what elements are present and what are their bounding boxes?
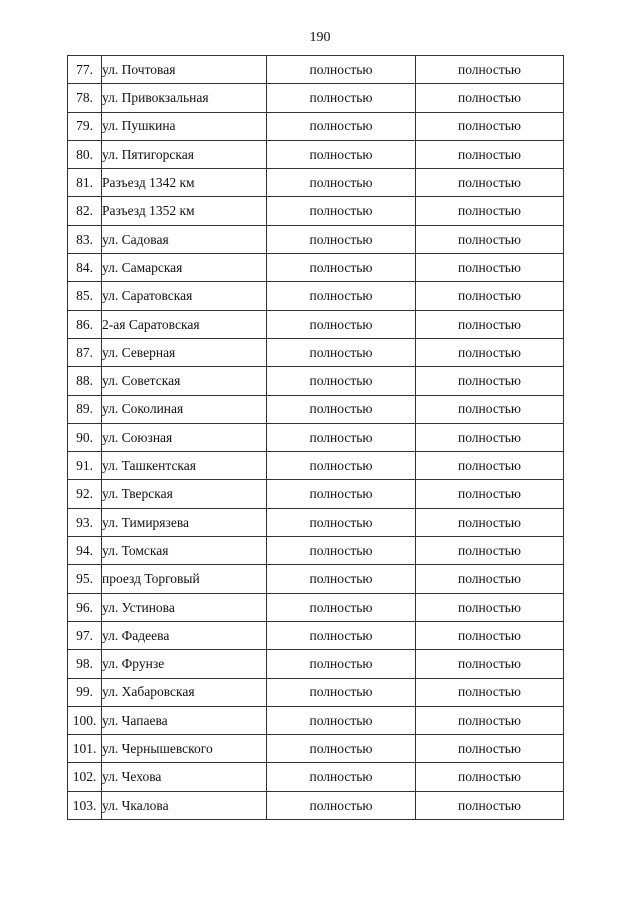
table-row [68, 310, 564, 338]
coverage-cell: полностью [416, 650, 564, 678]
coverage-cell: полностью [267, 791, 416, 819]
coverage-cell: полностью [267, 452, 416, 480]
street-name-cell: ул. Устинова [102, 593, 267, 621]
street-name-cell: ул. Ташкентская [102, 452, 267, 480]
coverage-cell: полностью [267, 367, 416, 395]
table-row [68, 537, 564, 565]
coverage-cell: полностью [416, 763, 564, 791]
table-row [68, 140, 564, 168]
table-row [68, 423, 564, 451]
row-number-cell: 81. [68, 169, 102, 197]
table-row [68, 706, 564, 734]
table-row [68, 480, 564, 508]
street-name-cell: ул. Садовая [102, 225, 267, 253]
table-row [68, 254, 564, 282]
street-name-cell: Разъезд 1342 км [102, 169, 267, 197]
street-name-cell: Разъезд 1352 км [102, 197, 267, 225]
street-name-cell: ул. Самарская [102, 254, 267, 282]
coverage-cell: полностью [416, 225, 564, 253]
coverage-cell: полностью [416, 706, 564, 734]
table-row [68, 56, 564, 84]
coverage-cell: полностью [267, 423, 416, 451]
coverage-cell: полностью [416, 480, 564, 508]
table-row [68, 367, 564, 395]
table-row [68, 593, 564, 621]
row-number-cell: 82. [68, 197, 102, 225]
coverage-cell: полностью [267, 763, 416, 791]
table-row [68, 395, 564, 423]
coverage-cell: полностью [416, 140, 564, 168]
row-number-cell: 95. [68, 565, 102, 593]
coverage-cell: полностью [416, 367, 564, 395]
row-number-cell: 101. [68, 735, 102, 763]
table-row [68, 84, 564, 112]
table-row [68, 282, 564, 310]
row-number-cell: 92. [68, 480, 102, 508]
row-number-cell: 103. [68, 791, 102, 819]
coverage-cell: полностью [267, 310, 416, 338]
coverage-cell: полностью [416, 678, 564, 706]
row-number-cell: 102. [68, 763, 102, 791]
street-name-cell: ул. Чехова [102, 763, 267, 791]
row-number-cell: 89. [68, 395, 102, 423]
coverage-cell: полностью [416, 395, 564, 423]
coverage-cell: полностью [267, 508, 416, 536]
street-name-cell: ул. Советская [102, 367, 267, 395]
row-number-cell: 88. [68, 367, 102, 395]
coverage-cell: полностью [267, 395, 416, 423]
coverage-cell: полностью [267, 140, 416, 168]
coverage-cell: полностью [416, 338, 564, 366]
coverage-cell: полностью [267, 593, 416, 621]
coverage-cell: полностью [267, 112, 416, 140]
coverage-cell: полностью [267, 254, 416, 282]
coverage-cell: полностью [267, 338, 416, 366]
row-number-cell: 84. [68, 254, 102, 282]
coverage-cell: полностью [267, 480, 416, 508]
table-row [68, 452, 564, 480]
page-number: 190 [309, 30, 331, 45]
coverage-cell: полностью [416, 423, 564, 451]
coverage-cell: полностью [416, 735, 564, 763]
street-name-cell: ул. Союзная [102, 423, 267, 451]
table-row [68, 112, 564, 140]
row-number-cell: 94. [68, 537, 102, 565]
coverage-cell: полностью [267, 56, 416, 84]
coverage-cell: полностью [416, 112, 564, 140]
row-number-cell: 98. [68, 650, 102, 678]
row-number-cell: 97. [68, 621, 102, 649]
street-name-cell: ул. Саратовская [102, 282, 267, 310]
row-number-cell: 77. [68, 56, 102, 84]
row-number-cell: 79. [68, 112, 102, 140]
table-row [68, 735, 564, 763]
coverage-cell: полностью [267, 225, 416, 253]
street-name-cell: ул. Почтовая [102, 56, 267, 84]
coverage-cell: полностью [416, 197, 564, 225]
street-name-cell: ул. Фадеева [102, 621, 267, 649]
street-name-cell: ул. Соколиная [102, 395, 267, 423]
streets-table-body [68, 56, 564, 820]
row-number-cell: 96. [68, 593, 102, 621]
row-number-cell: 78. [68, 84, 102, 112]
table-row [68, 763, 564, 791]
table-row [68, 225, 564, 253]
table-row [68, 565, 564, 593]
row-number-cell: 80. [68, 140, 102, 168]
table-row [68, 621, 564, 649]
table-row [68, 338, 564, 366]
street-name-cell: ул. Привокзальная [102, 84, 267, 112]
row-number-cell: 90. [68, 423, 102, 451]
coverage-cell: полностью [416, 565, 564, 593]
coverage-cell: полностью [416, 452, 564, 480]
coverage-cell: полностью [267, 735, 416, 763]
row-number-cell: 93. [68, 508, 102, 536]
street-name-cell: ул. Хабаровская [102, 678, 267, 706]
table-row [68, 197, 564, 225]
table-row [68, 791, 564, 819]
coverage-cell: полностью [267, 678, 416, 706]
street-name-cell: ул. Томская [102, 537, 267, 565]
street-name-cell: ул. Пятигорская [102, 140, 267, 168]
coverage-cell: полностью [416, 593, 564, 621]
row-number-cell: 87. [68, 338, 102, 366]
street-name-cell: ул. Тверская [102, 480, 267, 508]
row-number-cell: 85. [68, 282, 102, 310]
street-name-cell: ул. Чернышевского [102, 735, 267, 763]
table-row [68, 678, 564, 706]
street-name-cell: проезд Торговый [102, 565, 267, 593]
coverage-cell: полностью [267, 621, 416, 649]
row-number-cell: 83. [68, 225, 102, 253]
coverage-cell: полностью [416, 84, 564, 112]
street-name-cell: ул. Чкалова [102, 791, 267, 819]
coverage-cell: полностью [267, 650, 416, 678]
coverage-cell: полностью [267, 197, 416, 225]
coverage-cell: полностью [416, 310, 564, 338]
coverage-cell: полностью [416, 282, 564, 310]
street-name-cell: ул. Пушкина [102, 112, 267, 140]
row-number-cell: 100. [68, 706, 102, 734]
coverage-cell: полностью [416, 508, 564, 536]
street-name-cell: ул. Чапаева [102, 706, 267, 734]
coverage-cell: полностью [416, 56, 564, 84]
street-name-cell: ул. Фрунзе [102, 650, 267, 678]
coverage-cell: полностью [416, 537, 564, 565]
coverage-cell: полностью [416, 621, 564, 649]
table-row [68, 169, 564, 197]
coverage-cell: полностью [267, 537, 416, 565]
coverage-cell: полностью [267, 282, 416, 310]
row-number-cell: 91. [68, 452, 102, 480]
table-row [68, 650, 564, 678]
table-row [68, 508, 564, 536]
row-number-cell: 99. [68, 678, 102, 706]
coverage-cell: полностью [267, 169, 416, 197]
coverage-cell: полностью [267, 565, 416, 593]
street-name-cell: ул. Северная [102, 338, 267, 366]
coverage-cell: полностью [416, 169, 564, 197]
coverage-cell: полностью [267, 706, 416, 734]
street-name-cell: 2-ая Саратовская [102, 310, 267, 338]
street-name-cell: ул. Тимирязева [102, 508, 267, 536]
coverage-cell: полностью [416, 791, 564, 819]
streets-table [67, 55, 564, 820]
coverage-cell: полностью [267, 84, 416, 112]
coverage-cell: полностью [416, 254, 564, 282]
row-number-cell: 86. [68, 310, 102, 338]
